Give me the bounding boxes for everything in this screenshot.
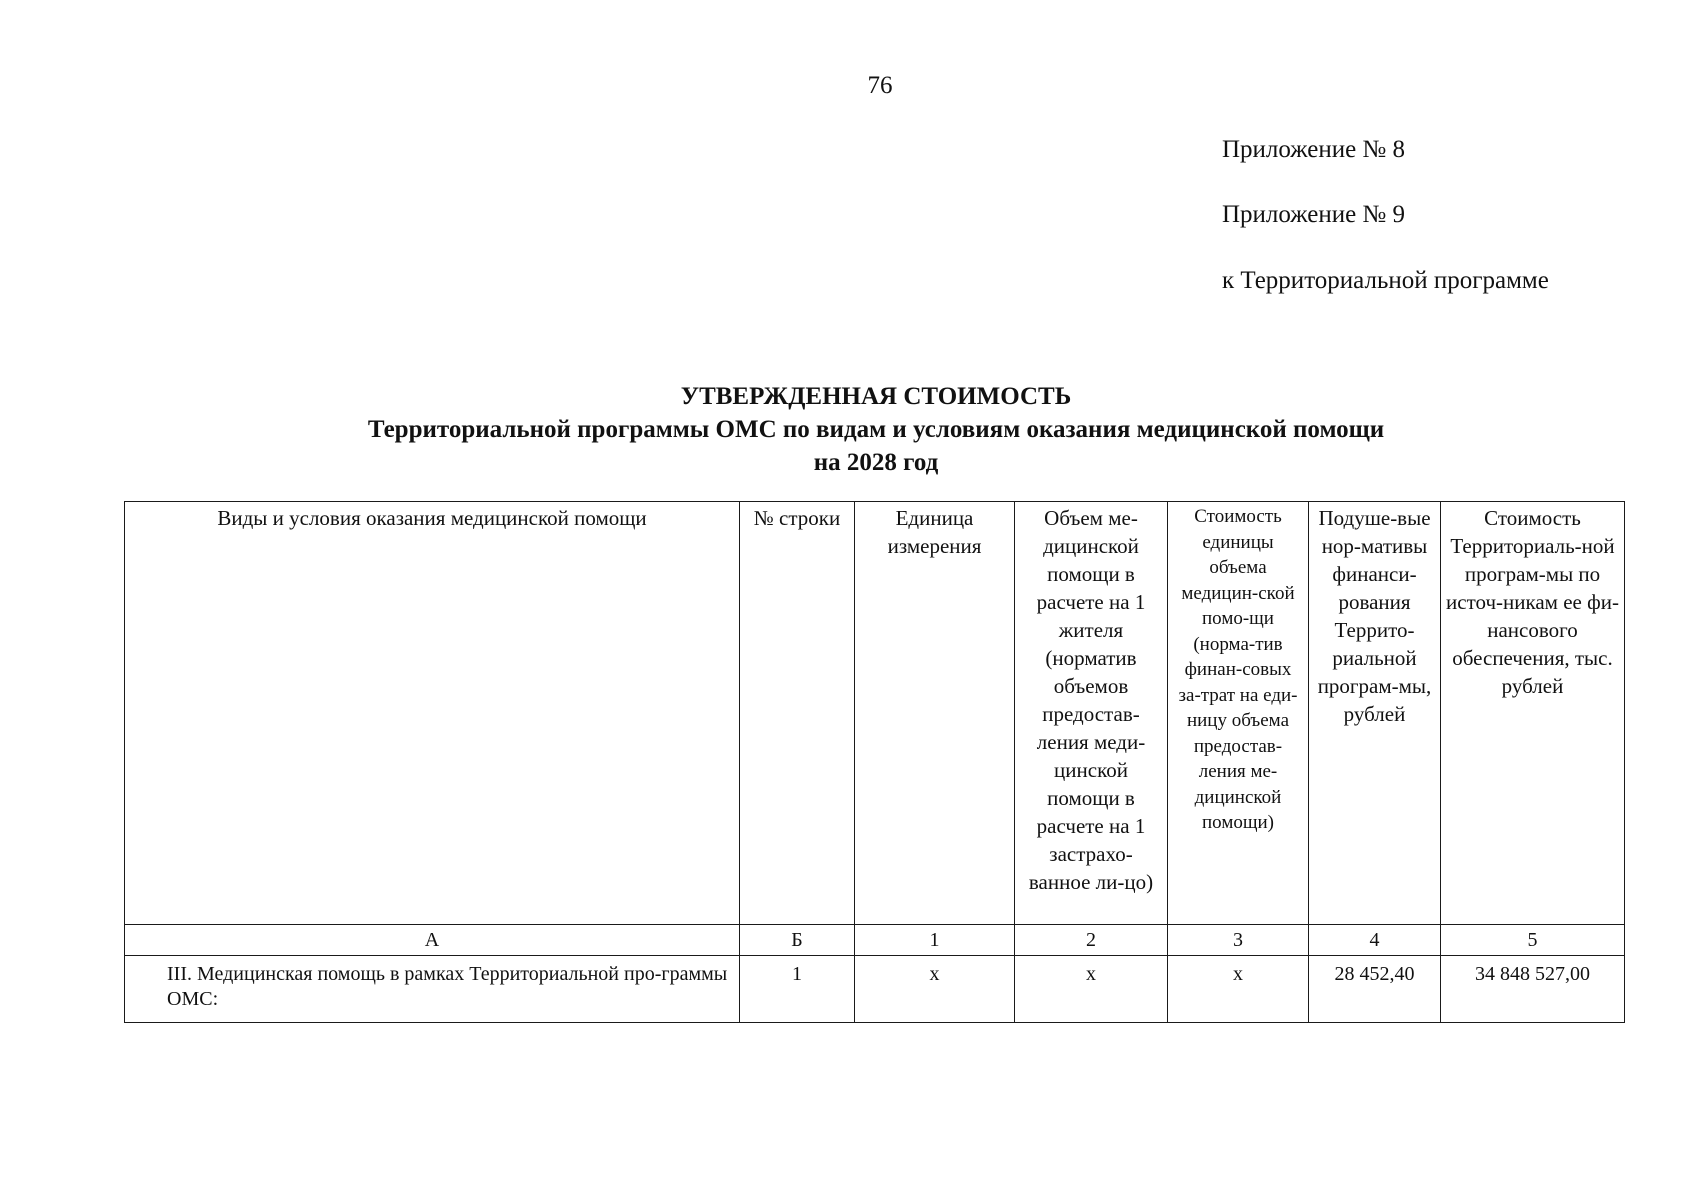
index-cell: 4 bbox=[1309, 925, 1441, 956]
index-cell: 3 bbox=[1168, 925, 1309, 956]
title-line-3: на 2028 год bbox=[813, 449, 939, 476]
row-line-no: 1 bbox=[740, 956, 855, 1023]
index-cell: А bbox=[125, 925, 740, 956]
appendix-line-1: Приложение № 8 bbox=[1222, 136, 1406, 163]
header-per-capita: Подуше-вые нор-мативы финанси-рования Террито-риальной програм-мы, рублей bbox=[1309, 502, 1441, 925]
row-name: III. Медицинская помощь в рамках Территориальной про-граммы ОМС: bbox=[125, 956, 740, 1023]
row-per-capita: 28 452,40 bbox=[1309, 956, 1441, 1023]
document-title bbox=[0, 380, 1696, 479]
title-line-1: УТВЕРЖДЕННАЯ СТОИМОСТЬ bbox=[680, 383, 1072, 410]
row-unit-cost: х bbox=[1168, 956, 1309, 1023]
header-total-cost: Стоимость Территориаль-ной програм-мы по источ-никам ее фи-нансового обеспечения, тыс. рублей bbox=[1441, 502, 1625, 925]
index-cell: 1 bbox=[855, 925, 1015, 956]
appendix-line-2: Приложение № 9 bbox=[1222, 201, 1406, 228]
appendix-line-3: к Территориальной программе bbox=[1222, 267, 1549, 294]
header-unit: Единица измерения bbox=[855, 502, 1015, 925]
header-kind: Виды и условия оказания медицинской помощи bbox=[125, 502, 740, 925]
header-line-no: № строки bbox=[740, 502, 855, 925]
index-cell: Б bbox=[740, 925, 855, 956]
index-cell: 2 bbox=[1015, 925, 1168, 956]
column-index-row bbox=[125, 925, 1625, 956]
header-row bbox=[125, 502, 1625, 925]
row-total-cost: 34 848 527,00 bbox=[1441, 956, 1625, 1023]
header-unit-cost: Стоимость единицы объема медицин-ской помо-щи (норма-тив финан-совых за-трат на еди-ницу объема предостав-ления ме-дицинской помощи) bbox=[1168, 502, 1309, 925]
title-line-2: Территориальной программы ОМС по видам и условиям оказания медицинской помощи bbox=[367, 416, 1385, 443]
cost-table bbox=[124, 501, 1625, 1023]
index-cell: 5 bbox=[1441, 925, 1625, 956]
header-volume: Объем ме-дицинской помощи в расчете на 1 жителя (норматив объемов предостав-ления меди-цинской помощи в расчете на 1 застрахо-ванное ли-цо) bbox=[1015, 502, 1168, 925]
row-unit: х bbox=[855, 956, 1015, 1023]
row-volume: х bbox=[1015, 956, 1168, 1023]
page-number: 76 bbox=[867, 72, 893, 99]
table-row bbox=[125, 956, 1625, 1023]
